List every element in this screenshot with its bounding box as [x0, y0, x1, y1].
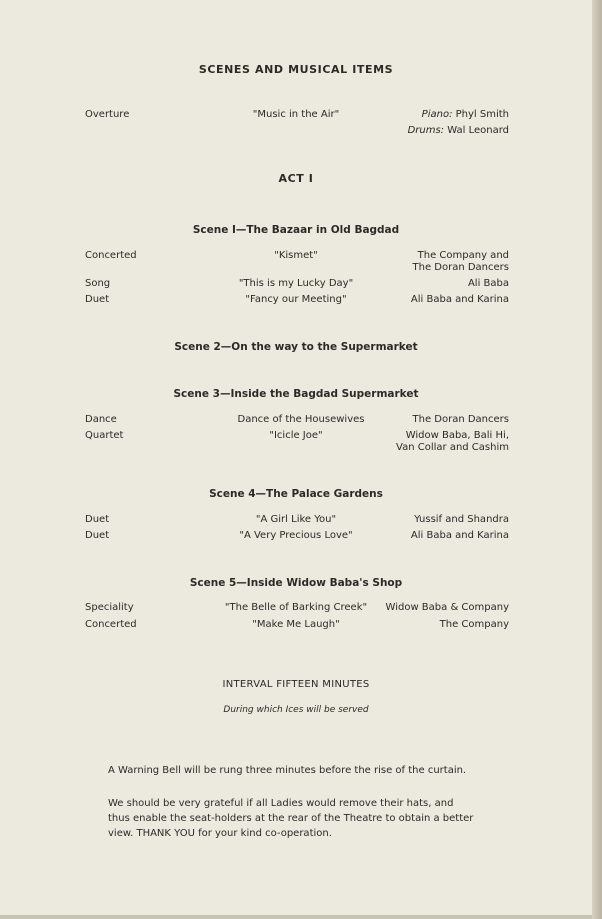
piano-name: Phyl Smith	[455, 109, 509, 120]
scene-4-heading: Scene 4—The Palace Gardens	[209, 488, 383, 500]
item-type: Quartet	[85, 430, 124, 441]
item-performers: The Company	[439, 619, 509, 630]
overture-drums	[408, 125, 509, 136]
item-title: "Icicle Joe"	[269, 430, 323, 441]
overture-piece: "Music in the Air"	[252, 109, 340, 120]
piano-label: Piano:	[421, 109, 453, 120]
interval-note: During which Ices will be served	[223, 705, 369, 715]
page-title: SCENES AND MUSICAL ITEMS	[198, 63, 394, 76]
warning-bell-notice: A Warning Bell will be rung three minutes before the rise of the curtain.	[108, 765, 467, 776]
item-type: Duet	[85, 514, 110, 525]
scene-2-heading: Scene 2—On the way to the Supermarket	[174, 341, 418, 353]
item-type: Speciality	[85, 602, 134, 613]
page-edge	[592, 0, 602, 919]
item-type: Duet	[85, 530, 110, 541]
item-performers: The Company and	[417, 250, 509, 261]
item-performers: Yussif and Shandra	[414, 514, 509, 525]
hats-notice-line-1: We should be very grateful if all Ladies would remove their hats, and	[108, 798, 454, 809]
item-type: Dance	[85, 414, 117, 425]
item-title: Dance of the Housewives	[237, 414, 365, 425]
item-type: Concerted	[85, 250, 137, 261]
drums-name: Wal Leonard	[447, 125, 509, 136]
item-performers: The Doran Dancers	[412, 414, 509, 425]
scene-1-heading: Scene I—The Bazaar in Old Bagdad	[192, 224, 400, 236]
item-type: Song	[85, 278, 111, 289]
item-title: "Fancy our Meeting"	[245, 294, 347, 305]
item-title: "Kismet"	[274, 250, 318, 261]
overture-piano	[422, 109, 509, 120]
act-heading: ACT I	[278, 172, 314, 185]
interval-heading: INTERVAL FIFTEEN MINUTES	[222, 679, 370, 690]
hats-notice-line-2: thus enable the seat-holders at the rear of the Theatre to obtain a better	[108, 813, 474, 824]
item-title: "A Girl Like You"	[255, 514, 337, 525]
item-performers: Ali Baba and Karina	[410, 530, 509, 541]
item-performers: Widow Baba & Company	[385, 602, 509, 613]
overture-label: Overture	[85, 109, 130, 120]
hats-notice-line-3: view. THANK YOU for your kind co-operation.	[108, 828, 332, 839]
item-title: "Make Me Laugh"	[252, 619, 340, 630]
item-performers-line2: Van Collar and Cashim	[396, 442, 509, 453]
item-type: Concerted	[85, 619, 137, 630]
item-performers-line2: The Doran Dancers	[412, 262, 509, 273]
item-title: "The Belle of Barking Creek"	[224, 602, 368, 613]
scene-5-heading: Scene 5—Inside Widow Baba's Shop	[189, 577, 403, 589]
item-performers: Ali Baba	[467, 278, 509, 289]
item-performers: Ali Baba and Karina	[410, 294, 509, 305]
item-title: "This is my Lucky Day"	[238, 278, 354, 289]
item-type: Duet	[85, 294, 110, 305]
item-title: "A Very Precious Love"	[239, 530, 353, 541]
item-performers: Widow Baba, Bali Hi,	[405, 430, 509, 441]
drums-label: Drums:	[407, 125, 445, 136]
scene-3-heading: Scene 3—Inside the Bagdad Supermarket	[173, 388, 419, 400]
